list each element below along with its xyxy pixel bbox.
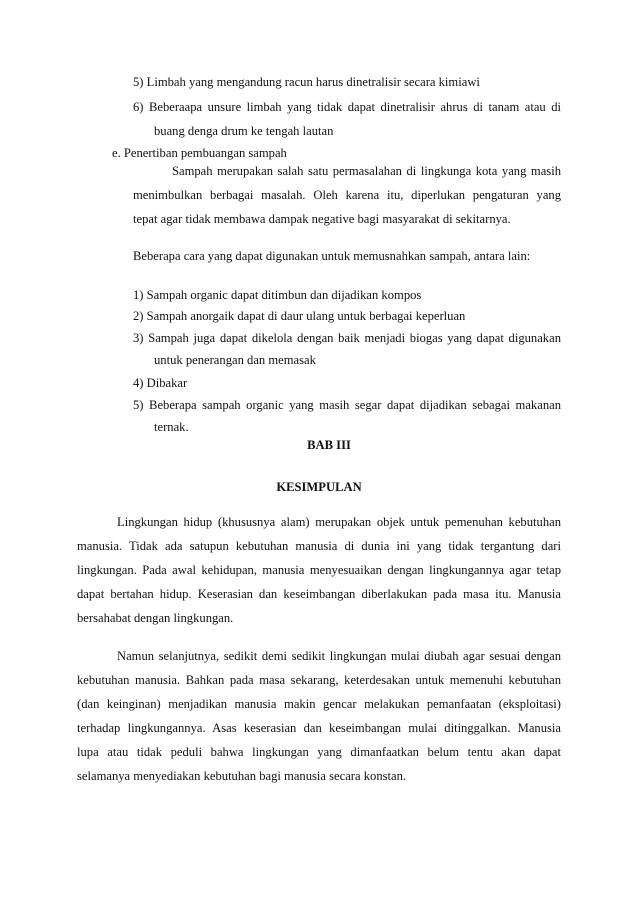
paragraph-line: menimbulkan berbagai masalah. Oleh karena itu, diperlukan pengaturan yang <box>133 188 561 202</box>
paragraph-line: terhadap lingkungannya. Asas keserasian dan keseimbangan mulai ditinggalkan. Manusia <box>77 721 561 735</box>
paragraph-line: selamanya menyediakan kebutuhan bagi manusia secara konstan. <box>77 769 407 783</box>
chapter-title: KESIMPULAN <box>276 480 362 494</box>
list-item: 1) Sampah organic dapat ditimbun dan dijadikan kompos <box>133 288 422 302</box>
list-item: 3) Sampah juga dapat dikelola dengan baik menjadi biogas yang dapat digunakan <box>133 331 561 345</box>
list-item-d6: 6) Beberaapa unsure limbah yang tidak dapat dinetralisir ahrus di tanam atau di <box>133 100 561 114</box>
paragraph-line: Beberapa cara yang dapat digunakan untuk memusnahkan sampah, antara lain: <box>133 249 531 263</box>
paragraph-line: lupa atau tidak peduli bahwa lingkungan yang dimanfaatkan belum tentu akan dapat <box>77 745 561 759</box>
paragraph-line: kebutuhan manusia. Bahkan pada masa sekarang, keterdesakan untuk memenuhi kebutuhan <box>77 673 561 687</box>
paragraph-line: Namun selanjutnya, sedikit demi sedikit lingkungan mulai diubah agar sesuai dengan <box>117 649 561 663</box>
list-item: 4) Dibakar <box>133 376 188 390</box>
paragraph-line: manusia. Tidak ada satupun kebutuhan manusia di dunia ini yang tidak tergantung dari <box>77 539 561 553</box>
list-item-continued: untuk penerangan dan memasak <box>154 353 316 367</box>
paragraph-line: (dan keinginan) menjadikan manusia makin gencar melakukan pemanfaatan (eksploitasi) <box>77 697 561 711</box>
list-item: 5) Beberapa sampah organic yang masih segar dapat dijadikan sebagai makanan <box>133 398 561 412</box>
paragraph-line: Lingkungan hidup (khususnya alam) merupakan objek untuk pemenuhan kebutuhan <box>117 515 561 529</box>
paragraph-line: dapat bertahan hidup. Keserasian dan keseimbangan diberlakukan pada masa itu. Manusia <box>77 587 561 601</box>
paragraph-line: tepat agar tidak membawa dampak negative bagi masyarakat di sekitarnya. <box>133 212 511 226</box>
list-item-d5: 5) Limbah yang mengandung racun harus dinetralisir secara kimiawi <box>133 75 480 89</box>
paragraph-line: Sampah merupakan salah satu permasalahan di lingkunga kota yang masih <box>172 164 561 178</box>
paragraph-line: bersahabat dengan lingkungan. <box>77 611 234 625</box>
list-item-continued: ternak. <box>154 420 189 434</box>
paragraph-line: lingkungan. Pada awal kehidupan, manusia menyesuaikan dengan lingkungannya agar tetap <box>77 563 561 577</box>
section-heading: e. Penertiban pembuangan sampah <box>112 146 287 160</box>
list-item: 2) Sampah anorgaik dapat di daur ulang untuk berbagai keperluan <box>133 309 466 323</box>
list-item-d6-continued: buang denga drum ke tengah lautan <box>154 124 334 138</box>
chapter-number: BAB III <box>307 438 351 452</box>
